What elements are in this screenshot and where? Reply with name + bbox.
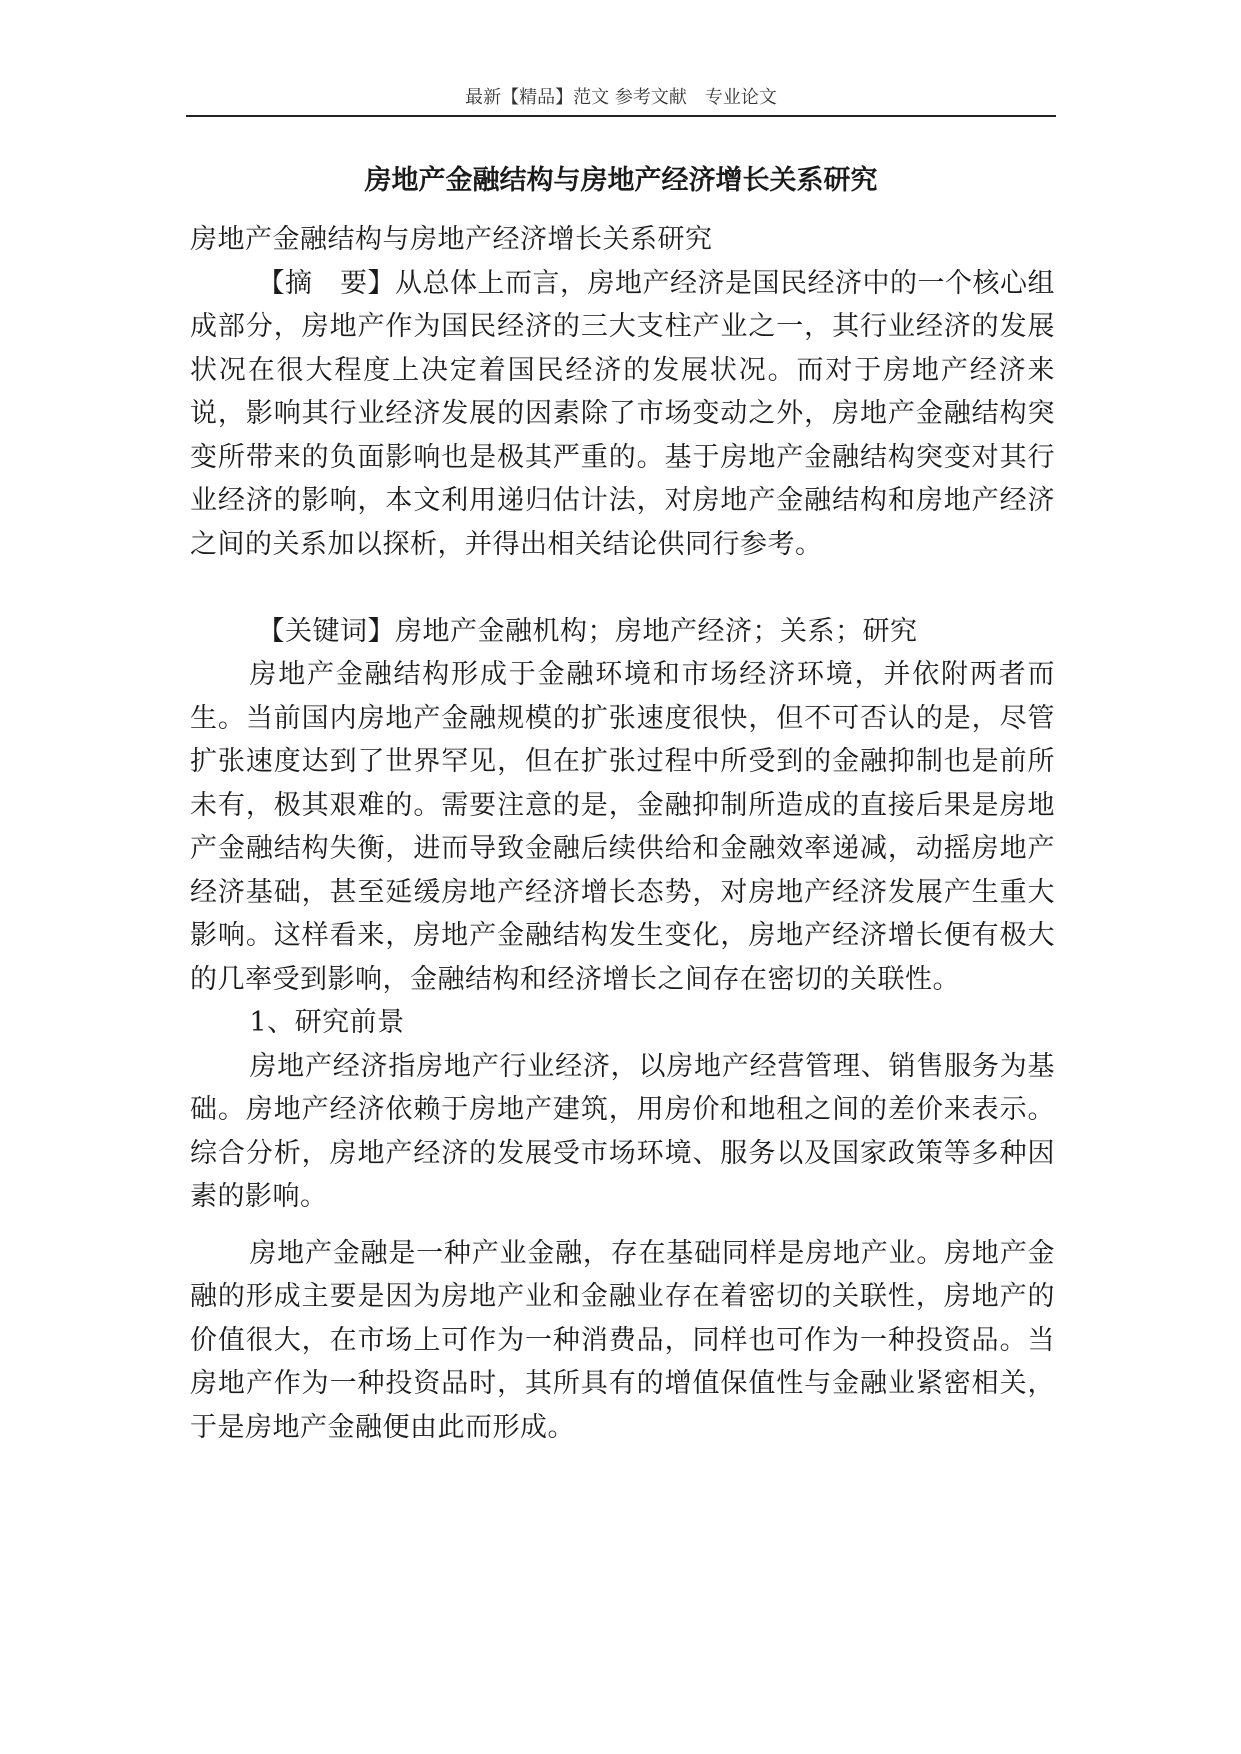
- page-header: 最新【精品】范文 参考文献 专业论文: [465, 87, 777, 108]
- body-paragraph: 房地产金融结构形成于金融环境和市场经济环境，并依附两者而生。当前国内房地产金融规模的扩张速度很快，但不可否认的是，尽管扩张速度达到了世界罕见，但在扩张过程中所受到的金融抑制也是前所未有，极其艰难的。需要注意的是，金融抑制所造成的直接后果是房地产金融结构失衡，进而导致金融后续供给和金融效率递减，动摇房地产经济基础，甚至延缓房地产经济增长态势，对房地产经济发展产生重大影响。这样看来，房地产金融结构发生变化，房地产经济增长便有极大的几率受到影响，金融结构和经济增长之间存在密切的关联性。: [190, 659, 1055, 995]
- keywords-line: 【关键词】房地产金融机构；房地产经济；关系；研究: [257, 615, 918, 647]
- section-heading: 1、研究前景: [249, 1007, 405, 1038]
- document-title: 房地产金融结构与房地产经济增长关系研究: [364, 165, 878, 196]
- abstract-paragraph: 【摘 要】从总体上而言，房地产经济是国民经济中的一个核心组成部分，房地产作为国民经济的三大支柱产业之一，其行业经济的发展状况在很大程度上决定着国民经济的发展状况。而对于房地产经济来说，影响其行业经济发展的因素除了市场变动之外，房地产金融结构突变所带来的负面影响也是极其严重的。基于房地产金融结构突变对其行业经济的影响，本文利用递归估计法，对房地产金融结构和房地产经济之间的关系加以探析，并得出相关结论供同行参考。: [190, 267, 1055, 560]
- header-divider: [186, 115, 1056, 117]
- spacer: [190, 566, 1055, 610]
- document-body: [190, 218, 1055, 1449]
- document-subtitle: 房地产金融结构与房地产经济增长关系研究: [190, 224, 713, 255]
- spacer: [190, 1219, 1055, 1232]
- body-paragraph: 房地产经济指房地产行业经济，以房地产经营管理、销售服务为基础。房地产经济依赖于房地产建筑，用房价和地租之间的差价来表示。综合分析，房地产经济的发展受市场环境、服务以及国家政策等多种因素的影响。: [190, 1050, 1055, 1212]
- body-paragraph: 房地产金融是一种产业金融，存在基础同样是房地产业。房地产金融的形成主要是因为房地产业和金融业存在着密切的关联性，房地产的价值很大，在市场上可作为一种消费品，同样也可作为一种投资品。当房地产作为一种投资品时，其所具有的增值保值性与金融业紧密相关，于是房地产金融便由此而形成。: [190, 1237, 1055, 1443]
